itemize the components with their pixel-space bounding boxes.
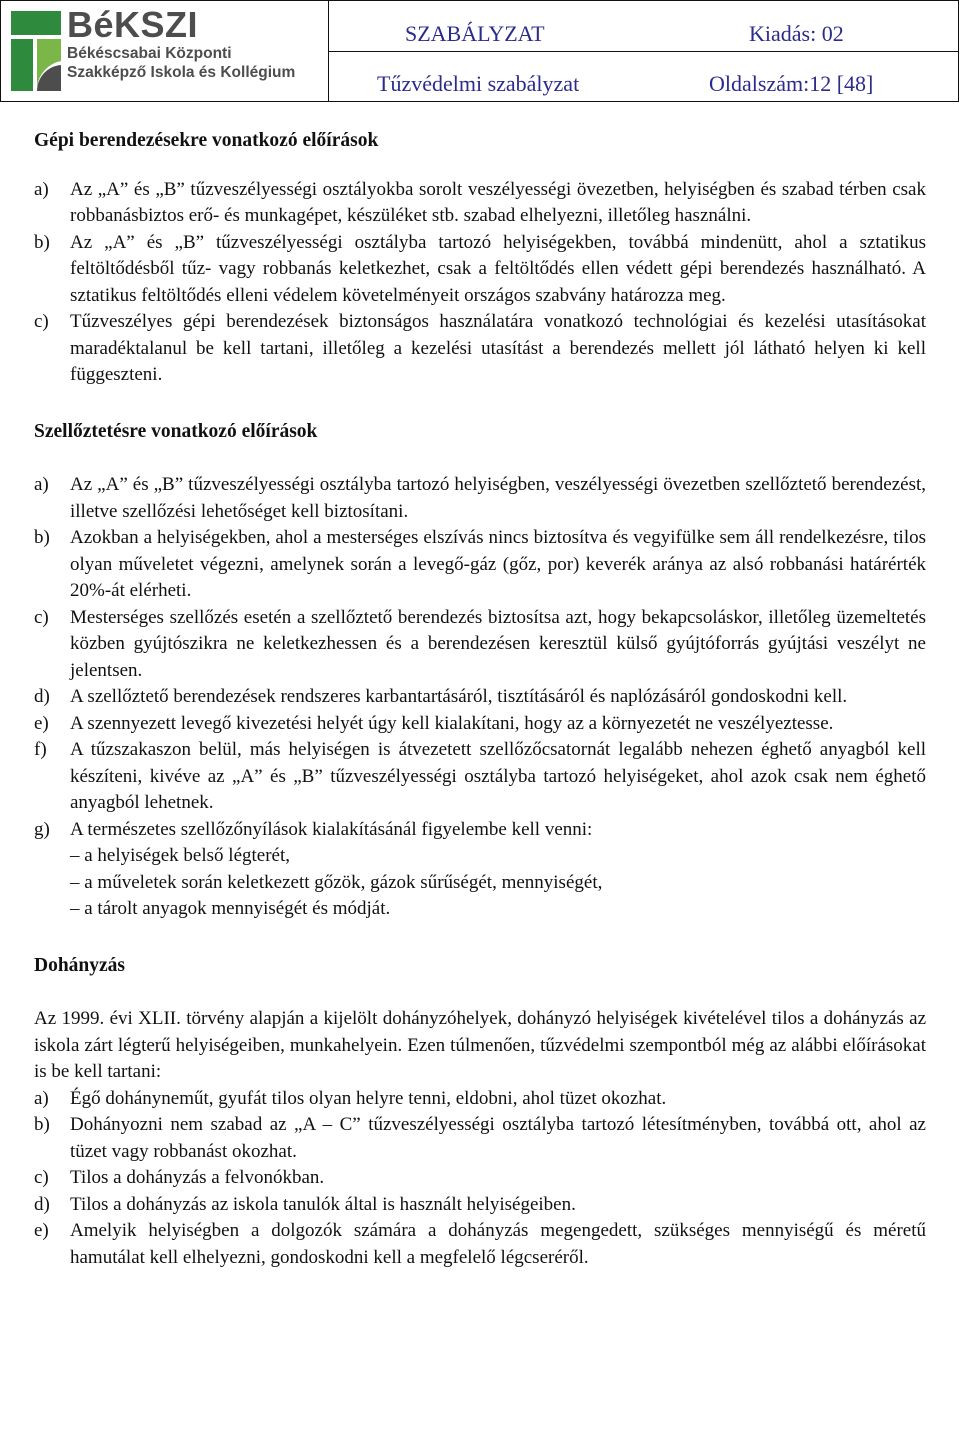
section-intro: Az 1999. évi XLII. törvény alapján a kijelölt dohányzóhelyek, dohányzó helyiségek kivételével tilos a dohányzás az iskola zárt légterű helyiségeiben, munkahelyein. Ezen túlmenően, tűzvédelmi szempontból még az alábbi előírásokat is be kell tartani: [34,1008,926,1082]
item-label: f) [34,739,47,760]
list-item [34,711,926,738]
section-list [34,472,926,923]
item-text: A szellőztető berendezések rendszeres karbantartásáról, tisztításáról és naplózásáról gondoskodni kell. [70,686,848,707]
item-label: d) [34,1193,50,1215]
list-item [34,230,926,310]
edition-label: Kiadás: 02 [749,21,844,46]
item-label: b) [34,231,50,253]
document-type: SZABÁLYZAT [405,21,545,46]
item-label: c) [34,1167,49,1188]
list-item [34,1218,926,1271]
sub-list [70,843,926,923]
section-list [34,177,926,389]
list-item [34,525,926,605]
item-text: Az „A” és „B” tűzveszélyességi osztályba tartozó helyiségben, veszélyességi övezetben szellőztető berendezést, illetve szellőzési lehetőséget kell biztosítani. [70,474,926,522]
item-text: Azokban a helyiségekben, ahol a mesterséges elszívás nincs biztosítva és vegyifülke sem áll rendelkezésre, tilos olyan műveletet végezni, amelynek során a levegő-gáz (gőz, por) keverék aránya az alsó robbanási határérték 20%-át elérheti. [70,527,926,601]
section-heading: Dohányzás [34,954,126,976]
list-item [34,472,926,525]
list-item [34,1086,926,1113]
sub-list-item: – a műveletek során keletkezett gőzök, gázok sűrűségét, mennyiségét, [70,871,603,893]
list-item [34,605,926,685]
list-item [34,309,926,389]
item-text: Dohányozni nem szabad az „A – C” tűzveszélyességi osztályba tartozó létesítményben, továbbá ott, ahol az tüzet vagy robbanást okozhat. [70,1114,926,1162]
item-text: Az „A” és „B” tűzveszélyességi osztályba tartozó helyiségekben, továbbá mindenütt, ahol a sztatikus feltöltődésből tűz- vagy robbanás keletkezhet, csak a feltöltődés ellen védett gépi berendezés használható. A sztatikus feltöltődés elleni védelem követelményeit országos szabvány határozza meg. [70,231,926,306]
item-label: e) [34,1220,49,1241]
section-heading: Szellőztetésre vonatkozó előírások [34,420,318,442]
page-number: Oldalszám:12 [48] [709,71,874,96]
item-text: Az „A” és „B” tűzveszélyességi osztályokba sorolt veszélyességi övezetben, helyiségben és szabad térben csak robbanásbiztos erő- és munkagépet, készüléket stb. szabad elhelyezni, illetőleg használni. [70,178,926,226]
document-body [34,128,926,1271]
list-item [34,817,926,923]
item-label: a) [34,178,49,200]
item-text: Amelyik helyiségben a dolgozók számára a dohányzás megengedett, szükséges mennyiségű és méretű hamutálat kell elhelyezni, gondoskodni kell a megfelelő légcseréről. [70,1220,926,1268]
item-label: a) [34,1087,49,1109]
item-label: e) [34,712,49,734]
item-text: A szennyezett levegő kivezetési helyét úgy kell kialakítani, hogy az a környezetét ne veszélyeztesse. [70,712,834,734]
item-text: Égő dohányneműt, gyufát tilos olyan helyre tenni, eldobni, ahol tüzet okozhat. [70,1087,667,1109]
item-label: b) [34,527,50,548]
item-text: Tilos a dohányzás az iskola tanulók által is használt helyiségeiben. [70,1193,576,1215]
item-label: b) [34,1114,50,1135]
list-item [34,1112,926,1165]
section-heading: Gépi berendezésekre vonatkozó előírások [34,130,379,151]
document-title: Tűzvédelmi szabályzat [377,71,580,96]
sub-list-item: – a tárolt anyagok mennyiségét és módját. [70,898,391,919]
item-text: A tűzszakaszon belül, más helyiségen is átvezetett szellőzőcsatornát legalább nehezen éghető anyagból kell készíteni, kivéve az „A” és „B” tűzveszélyességi osztályba tartozó helyiségeket, ahol azok csak nem éghető anyagból lehetnek. [70,739,926,813]
item-label: g) [34,818,50,840]
list-item [34,1192,926,1219]
section-list [34,1086,926,1272]
school-logo [1,1,329,101]
header-divider [329,51,959,52]
item-label: c) [34,606,49,628]
item-label: c) [34,311,49,332]
logo-line-1: Békéscsabai Központi [67,45,232,62]
logo-line-2: Szakképző Iskola és Kollégium [67,64,296,81]
item-text: A természetes szellőzőnyílások kialakításánál figyelembe kell venni: [70,818,593,840]
list-item [34,1165,926,1192]
list-item [34,177,926,230]
item-text: Mesterséges szellőzés esetén a szellőztető berendezés biztosítsa azt, hogy bekapcsoláskor, illetőleg üzemeltetés közben gyújtószikra ne keletkezhessen és a berendezésen keresztül külső gyújtóforrás gyújtási veszélyt ne jelentsen. [70,606,926,681]
item-label: d) [34,686,50,707]
logo-emblem-icon [9,9,63,93]
list-item [34,737,926,817]
item-text: Tűzveszélyes gépi berendezések biztonságos használatára vonatkozó technológiai és kezelési utasításokat maradéktalanul be kell tartani, illetőleg a kezelési utasítást a berendezés mellett jól látható helyen ki kell függeszteni. [70,311,926,385]
item-label: a) [34,474,49,495]
item-text: Tilos a dohányzás a felvonókban. [70,1167,325,1188]
logo-name: BéKSZI [67,4,199,45]
sub-list-item: – a helyiségek belső légterét, [70,845,291,866]
document-header [0,0,959,102]
list-item [34,684,926,711]
